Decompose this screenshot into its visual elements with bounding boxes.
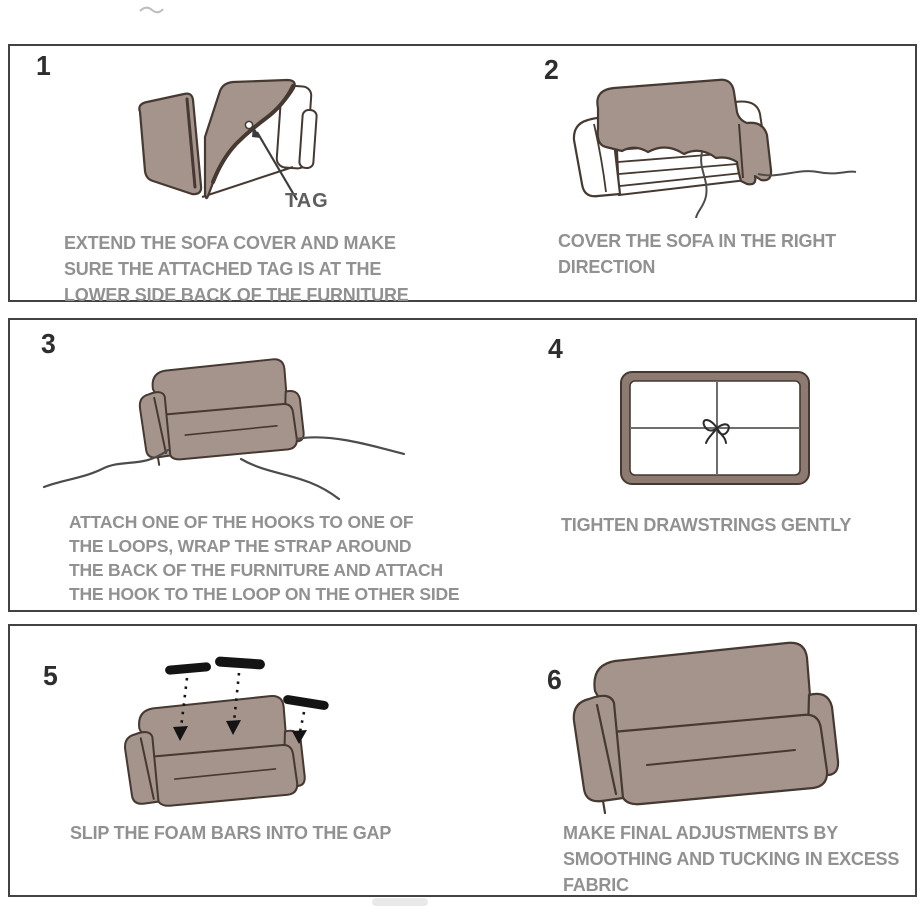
step-2-caption: COVER THE SOFA IN THE RIGHT DIRECTION <box>558 231 836 277</box>
step-6-number: 6 <box>547 664 562 695</box>
step-6-illustration <box>565 634 865 819</box>
step-4-illustration <box>617 366 817 490</box>
step-1-caption: EXTEND THE SOFA COVER AND MAKE SURE THE ATTACHED TAG IS AT THE LOWER SIDE BACK OF THE FURNITURE <box>64 233 409 305</box>
print-artifact-top <box>136 2 166 18</box>
covered-sofa <box>125 696 305 806</box>
step-2-illustration <box>540 74 870 234</box>
step-4-number: 4 <box>548 333 563 364</box>
step-3-illustration <box>42 344 422 512</box>
panel-row-1 <box>8 44 917 305</box>
covered-sofa <box>140 359 304 465</box>
step-3-caption: ATTACH ONE OF THE HOOKS TO ONE OF THE LOOPS, WRAP THE STRAP AROUND THE BACK OF THE FURNITURE AND ATTACH THE HOOK TO THE LOOP ON THE OTHER SIDE <box>69 512 460 604</box>
covered-sofa <box>574 643 838 813</box>
step-5-number: 5 <box>43 660 58 691</box>
panel-row-3 <box>8 624 917 897</box>
tag-label: TAG <box>285 190 329 212</box>
step-5-caption: SLIP THE FOAM BARS INTO THE GAP <box>70 823 392 843</box>
tag-dot <box>245 121 252 128</box>
step-1-illustration <box>107 74 427 224</box>
step-5-illustration <box>115 648 335 826</box>
step-4-caption: TIGHTEN DRAWSTRINGS GENTLY <box>561 515 852 535</box>
step-3-number: 3 <box>41 328 56 359</box>
print-artifact-bottom <box>372 898 428 906</box>
step-6-caption: MAKE FINAL ADJUSTMENTS BY SMOOTHING AND TUCKING IN EXCESS FABRIC <box>563 823 900 895</box>
step-1-number: 1 <box>36 50 51 81</box>
step-2-number: 2 <box>544 54 559 85</box>
panel-row-2 <box>8 318 917 612</box>
